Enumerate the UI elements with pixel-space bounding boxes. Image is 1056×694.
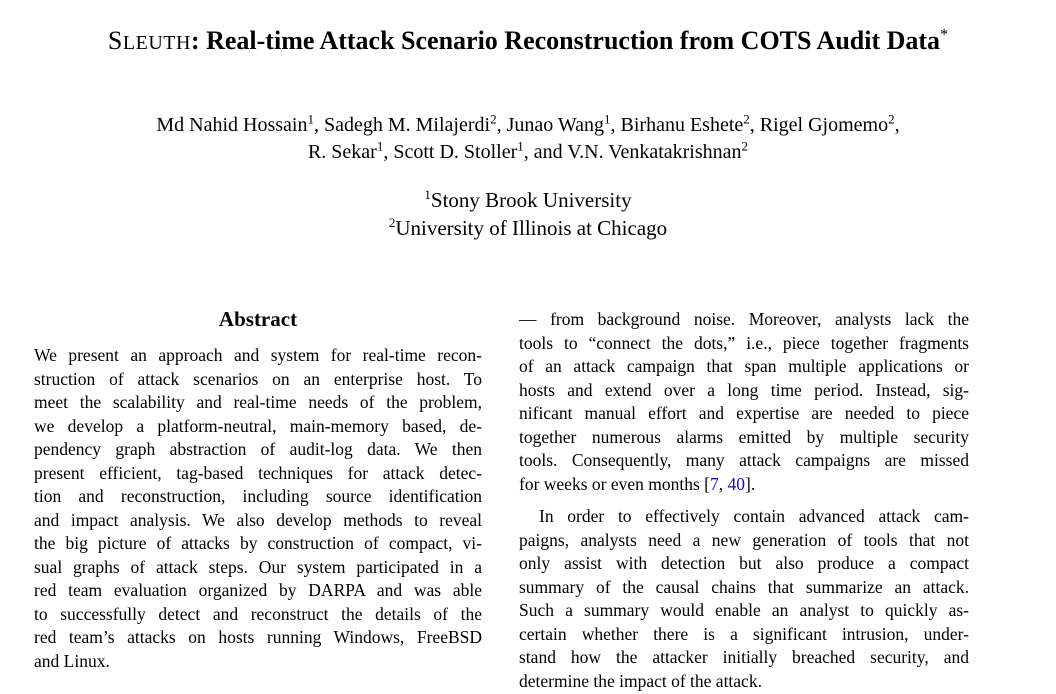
abstract-line: tion and reconstruction, including source identification <box>34 486 482 506</box>
paragraph-gap <box>519 496 969 505</box>
citation-suffix: ]. <box>745 473 756 494</box>
body-line: — from background noise. Moreover, analysts lack the <box>519 309 969 329</box>
abstract-line: and Linux. <box>34 650 110 671</box>
body-line: hosts and extend over a long time period. Instead, sig- <box>519 379 969 400</box>
citation-link[interactable]: 40 <box>727 473 745 494</box>
system-name: SLEUTH <box>107 26 191 55</box>
body-line: together numerous alarms emitted by multiple security <box>519 426 969 447</box>
author-separator: , and <box>523 141 568 163</box>
affiliation-mark: 2 <box>388 215 396 230</box>
author-name: Scott D. Stoller <box>393 141 518 163</box>
author-separator: , <box>496 114 507 136</box>
abstract-line: pendency graph abstraction of audit-log data. We then <box>34 439 482 459</box>
author-affiliation-mark: 2 <box>888 111 895 127</box>
author-separator: , <box>749 114 760 136</box>
author-separator: , <box>894 114 900 136</box>
citation-prefix: for weeks or even months [ <box>519 473 710 494</box>
body-line: stand how the attacker initially breached security, and <box>519 647 969 667</box>
affiliation-item <box>0 186 1056 214</box>
body-line: determine the impact of the attack. <box>519 670 762 691</box>
author-list <box>0 112 1056 166</box>
author-affiliation-mark: 1 <box>517 138 524 154</box>
author-name: Md Nahid Hossain <box>156 114 308 136</box>
abstract-line: We present an approach and system for real-time recon- <box>34 345 482 365</box>
body-line: In order to effectively contain advanced attack cam- <box>539 506 969 526</box>
abstract-line: meet the scalability and real-time needs of the problem, <box>34 392 482 412</box>
affiliation-list <box>0 186 1056 242</box>
abstract-line: sual graphs of attack steps. Our system participated in a <box>34 556 482 577</box>
body-line: of an attack campaign that span multiple applications or <box>519 356 969 376</box>
affiliation-name: University of Illinois at Chicago <box>395 216 668 240</box>
author-name: Birhanu Eshete <box>620 114 744 136</box>
author-affiliation-mark: 2 <box>743 111 750 127</box>
intro-body <box>519 308 969 693</box>
author-affiliation-mark: 1 <box>376 138 384 154</box>
body-line: summary of the causal chains that summarize an attack. <box>519 576 969 597</box>
paper-title <box>0 24 1056 60</box>
author-name: V.N. Venkatakrishnan <box>567 141 742 163</box>
author-affiliation-mark: 1 <box>604 111 611 127</box>
abstract-line: red team evaluation organized by DARPA and was able <box>34 580 482 600</box>
author-separator: , <box>313 114 324 136</box>
author-name: R. Sekar <box>307 141 377 163</box>
body-line: Such a summary would enable an analyst to quickly as- <box>519 600 969 620</box>
citation-link[interactable]: 7 <box>710 473 719 494</box>
abstract-heading: Abstract <box>218 307 298 331</box>
title-footnote-mark: * <box>940 26 949 44</box>
citation-separator: , <box>718 473 728 494</box>
abstract-line: we develop a platform-neutral, main-memory based, de- <box>34 415 482 436</box>
body-line-with-citations <box>519 473 969 497</box>
author-separator: , <box>383 141 394 163</box>
body-line: tools. Consequently, many attack campaigns are missed <box>519 450 969 470</box>
author-line-1 <box>0 112 1056 139</box>
abstract-line: to successfully detect and reconstruct the details of the <box>34 603 482 624</box>
body-line: tools to “connect the dots,” i.e., piece together fragments <box>519 332 969 353</box>
abstract-line: the big picture of attacks by construction of compact, vi- <box>34 533 482 553</box>
abstract-line: present efficient, tag-based techniques for attack detec- <box>34 462 482 483</box>
abstract-line: struction of attack scenarios on an enterprise host. To <box>34 368 482 389</box>
body-line: paigns, analysts need a new generation of tools that not <box>519 529 969 550</box>
affiliation-name: Stony Brook University <box>430 188 632 212</box>
affiliation-item <box>0 214 1056 242</box>
author-affiliation-mark: 2 <box>741 138 749 154</box>
abstract-line: red team’s attacks on hosts running Windows, FreeBSD <box>34 627 482 647</box>
author-affiliation-mark: 2 <box>490 111 497 127</box>
author-name: Rigel Gjomemo <box>759 114 889 136</box>
author-name: Junao Wang <box>506 114 605 136</box>
abstract-line: and impact analysis. We also develop methods to reveal <box>34 509 482 530</box>
abstract-body <box>34 344 482 673</box>
body-line: only assist with detection but also produce a compact <box>519 553 969 573</box>
body-line: nificant manual effort and expertise are needed to piece <box>519 403 969 423</box>
author-separator: , <box>610 114 621 136</box>
author-line-2 <box>0 139 1056 166</box>
author-affiliation-mark: 1 <box>307 111 314 127</box>
body-line: certain whether there is a significant intrusion, under- <box>519 623 969 644</box>
title-colon: : <box>190 26 200 55</box>
author-name: Sadegh M. Milajerdi <box>323 114 491 136</box>
title-main: Real-time Attack Scenario Reconstruction from COTS Audit Data <box>206 26 941 55</box>
affiliation-mark: 1 <box>424 187 431 202</box>
